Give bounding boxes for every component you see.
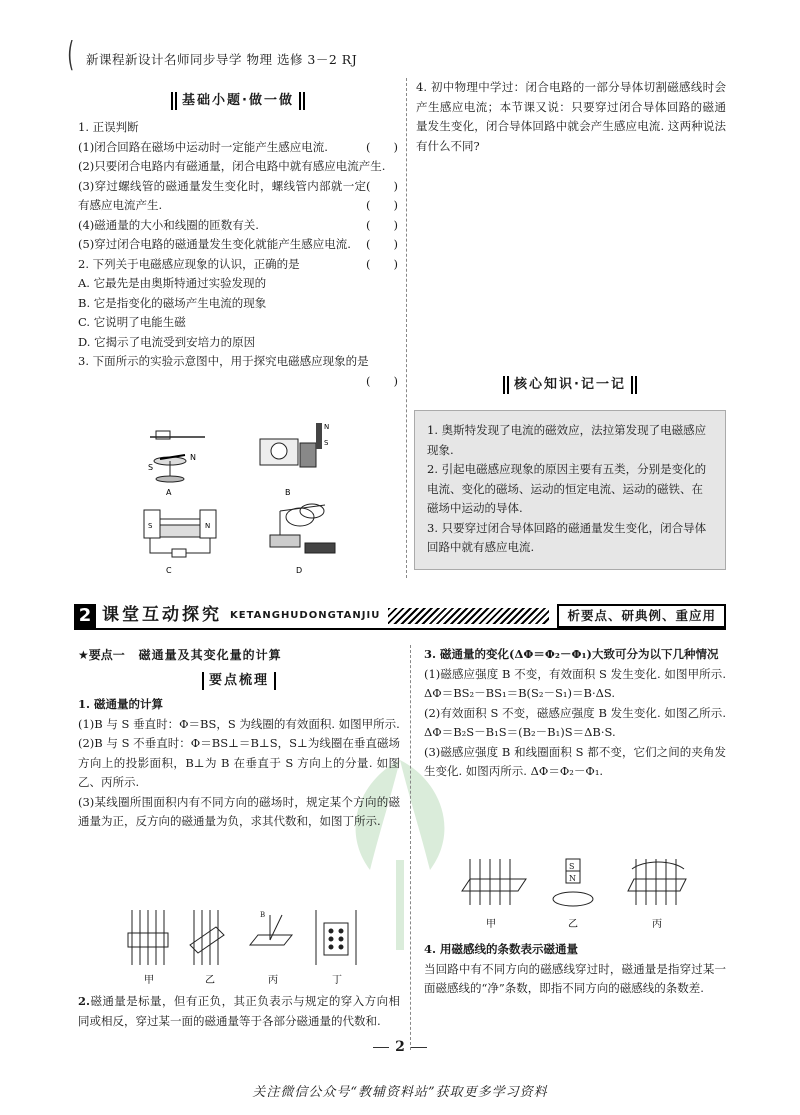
section-label-core-text: 核心知识·记一记 [514,376,626,392]
flux-change-column [424,645,726,782]
experiment-figures [130,415,360,577]
figure-b [260,423,329,497]
footer-note: 关注微信公众号“教辅资料站”获取更多学习资料 [252,1085,548,1100]
q2-option: B. 它是指变化的磁场产生电流的现象 [78,295,267,310]
banner-hatch [388,608,549,624]
core-knowledge-item: 1. 奥斯特发现了电流的磁效应，法拉第发现了电磁感应现象. [427,423,707,457]
page-number [360,1036,440,1058]
key-point-heading [78,645,400,665]
core-knowledge-item: 2. 引起电磁感应现象的原因主要有五类，分别是变化的电流、变化的磁场、运动的恒定电流、运动的磁铁、在磁场中运动的导体. [427,462,707,515]
figure-b-label-n: N [324,423,330,431]
q3-head [78,352,398,388]
banner-tag: 析要点、研典例、重应用 [557,604,726,628]
caption-yi: 乙 [205,975,215,986]
figure-b-caption: B [285,488,291,497]
q2-paren: ( ) [366,256,398,271]
column-divider-bottom [410,645,411,1050]
column-divider-top [406,78,407,578]
core-knowledge-box [414,410,726,570]
svg-text:B: B [260,911,266,919]
caption-bing-right: 丙 [652,919,662,930]
figure-c [144,510,216,575]
figure-b-label-s: S [324,439,329,447]
figure-d [270,504,335,575]
point4-para: 当回路中有不同方向的磁感线穿过时，磁通量是指穿过某一面磁感线的“净”条数，即指不同方向的磁感线的条数差. [424,961,726,995]
svg-text:S: S [148,522,153,530]
figure-jia-right [462,859,526,905]
figure-c-caption: C [166,566,172,575]
caption-jia: 甲 [144,975,154,986]
core-knowledge-list [427,421,713,558]
section-label-basic [78,88,398,114]
q3-text: 3. 下面所示的实验示意图中，用于探究电磁感应现象的是 [78,354,369,368]
q1-item-text: (4)磁通量的大小和线圈的匝数有关. [78,217,259,232]
q1-item-text: (5)穿过闭合电路的磁通量发生变化就能产生感应电流. [78,237,351,251]
figure-d-caption: D [296,566,303,575]
page-number-text: 2 [395,1039,405,1055]
figure-ding [316,910,356,965]
q1-item-text: (2)只要闭合电路内有磁通量，闭合电路中就有感应电流产生. [78,159,386,173]
q4-text: 4. 初中物理中学过：闭合电路的一部分导体切割磁感线时会产生感应电流；本节课又说：只要穿过闭合导体回路的磁通量发生变化，闭合导体回路中就会产生感应电流. 这两种说法有什么不同? [416,80,726,153]
q1-item-text: (1)闭合回路在磁场中运动时一定能产生感应电流. [78,139,328,154]
flux-figures-right [456,855,696,935]
caption-yi-right: 乙 [568,919,578,930]
q2-option: D. 它揭示了电流受到安培力的原因 [78,334,256,349]
header-bracket: ( [67,35,74,75]
point1-para3: (3)某线圈所围面积内有不同方向的磁场时，规定某个方向的磁通量为正，反方向的磁通量为负，求其代数和，如图丁所示. [78,794,400,828]
point1-para2: (2)B 与 S 不垂直时：Φ＝BS⊥＝B⊥S，S⊥为线圈在垂直磁场方向上的投影面积，B⊥为 B 在垂直于 S 方向上的分量. 如图乙、丙所示. [78,736,400,789]
key-point-title: 磁通量及其变化量的计算 [138,648,282,662]
point3-para3: (3)磁感应强度 B 和线圈面积 S 都不变，它们之间的夹角发生变化. 如图丙所示. ΔΦ＝Φ₂－Φ₁. [424,744,726,778]
banner-title: 课堂互动探究 [102,605,222,626]
page-header [67,35,730,80]
point2-num: 2. [78,994,91,1008]
header-title: 新课程新设计名师同步导学 物理 选修 3－2 RJ [86,52,358,67]
figure-a-caption: A [166,488,172,497]
section-label-summary [78,669,400,693]
point3-para2: (2)有效面积 S 不变，磁感应强度 B 发生变化. 如图乙所示. ΔΦ＝B₂S－B₁S＝(B₂－B₁)S＝ΔB·S. [424,705,726,739]
basic-questions-column [78,88,398,391]
q2-text: 2. 下列关于电磁感应现象的认识，正确的是 [78,256,300,271]
q1-item [78,235,398,255]
point4-heading: 4. 用磁感线的条数表示磁通量 [424,942,579,956]
q1-item [78,216,398,236]
key-point-column [78,645,400,832]
section-label-summary-text: 要点梳理 [208,672,269,688]
q1-item-paren: ( ) [366,198,398,212]
key-point-star: ★要点一 [78,648,125,662]
banner-number: 2 [74,604,96,628]
q1-item-paren: ( ) [366,217,398,232]
q1-item-paren: ( ) [366,139,398,154]
q1-item-paren: ( ) [366,178,398,193]
caption-jia-right: 甲 [486,919,496,930]
banner-pinyin: KETANGHUDONGTANJIU [230,610,381,621]
caption-bing: 丙 [268,975,278,986]
q2-options [78,274,398,352]
caption-ding: 丁 [332,975,342,986]
q3-paren: ( ) [366,373,398,388]
point4-block [424,940,726,999]
figure-a-label-s: S [148,463,154,472]
figure-a-label-n: N [190,453,196,462]
q1-head: 1. 正误判断 [78,120,139,134]
core-knowledge-item: 3. 只要穿过闭合导体回路的磁通量发生变化，闭合导体回路中就有感应电流. [427,520,707,554]
figure-jia [128,910,168,965]
point3-para1: (1)磁感应强度 B 不变，有效面积 S 发生变化. 如图甲所示. ΔΦ＝BS₂－BS₁＝B(S₂－S₁)＝B·ΔS. [424,666,726,700]
figure-bing [250,911,292,945]
q2-option: C. 它说明了电能生磁 [78,315,186,329]
q1-item [78,157,398,193]
section-label-core [414,372,726,398]
section-label-basic-text: 基础小题·做一做 [182,92,294,108]
point2-para [78,992,400,1031]
point2-block [78,992,400,1031]
point1-para1: (1)B 与 S 垂直时：Φ＝BS，S 为线圈的有效面积. 如图甲所示. [78,716,400,731]
svg-text:S: S [569,862,575,871]
q2-option: A. 它最先是由奥斯特通过实验发现的 [78,276,267,290]
q1-item-text: (3)穿过螺线管的磁通量发生变化时，螺线管内部就一定有感应电流产生. [78,178,367,212]
figure-a [148,431,205,497]
figure-yi [190,910,224,965]
figure-yi-right [553,859,593,906]
q1-item [78,138,398,158]
section-banner [74,604,726,630]
q2-head [78,255,398,275]
point3-heading: 3. 磁通量的变化(ΔΦ＝Φ₂－Φ₁)大致可分为以下几种情况 [424,647,719,661]
q1-item-paren: ( ) [366,237,398,251]
point2-text: 磁通量是标量，但有正负，其正负表示与规定的穿入方向相同或相反，穿过某一面的磁通量等于各部分磁通量的代数和. [78,994,400,1028]
flux-figures-left [120,905,370,990]
figure-bing-right [628,859,686,905]
point1-heading: 1. 磁通量的计算 [78,697,164,711]
question4-column [416,78,726,156]
q1-item [78,177,398,216]
svg-text:N: N [205,522,211,530]
svg-text:N: N [569,874,576,883]
q1-items [78,138,398,255]
